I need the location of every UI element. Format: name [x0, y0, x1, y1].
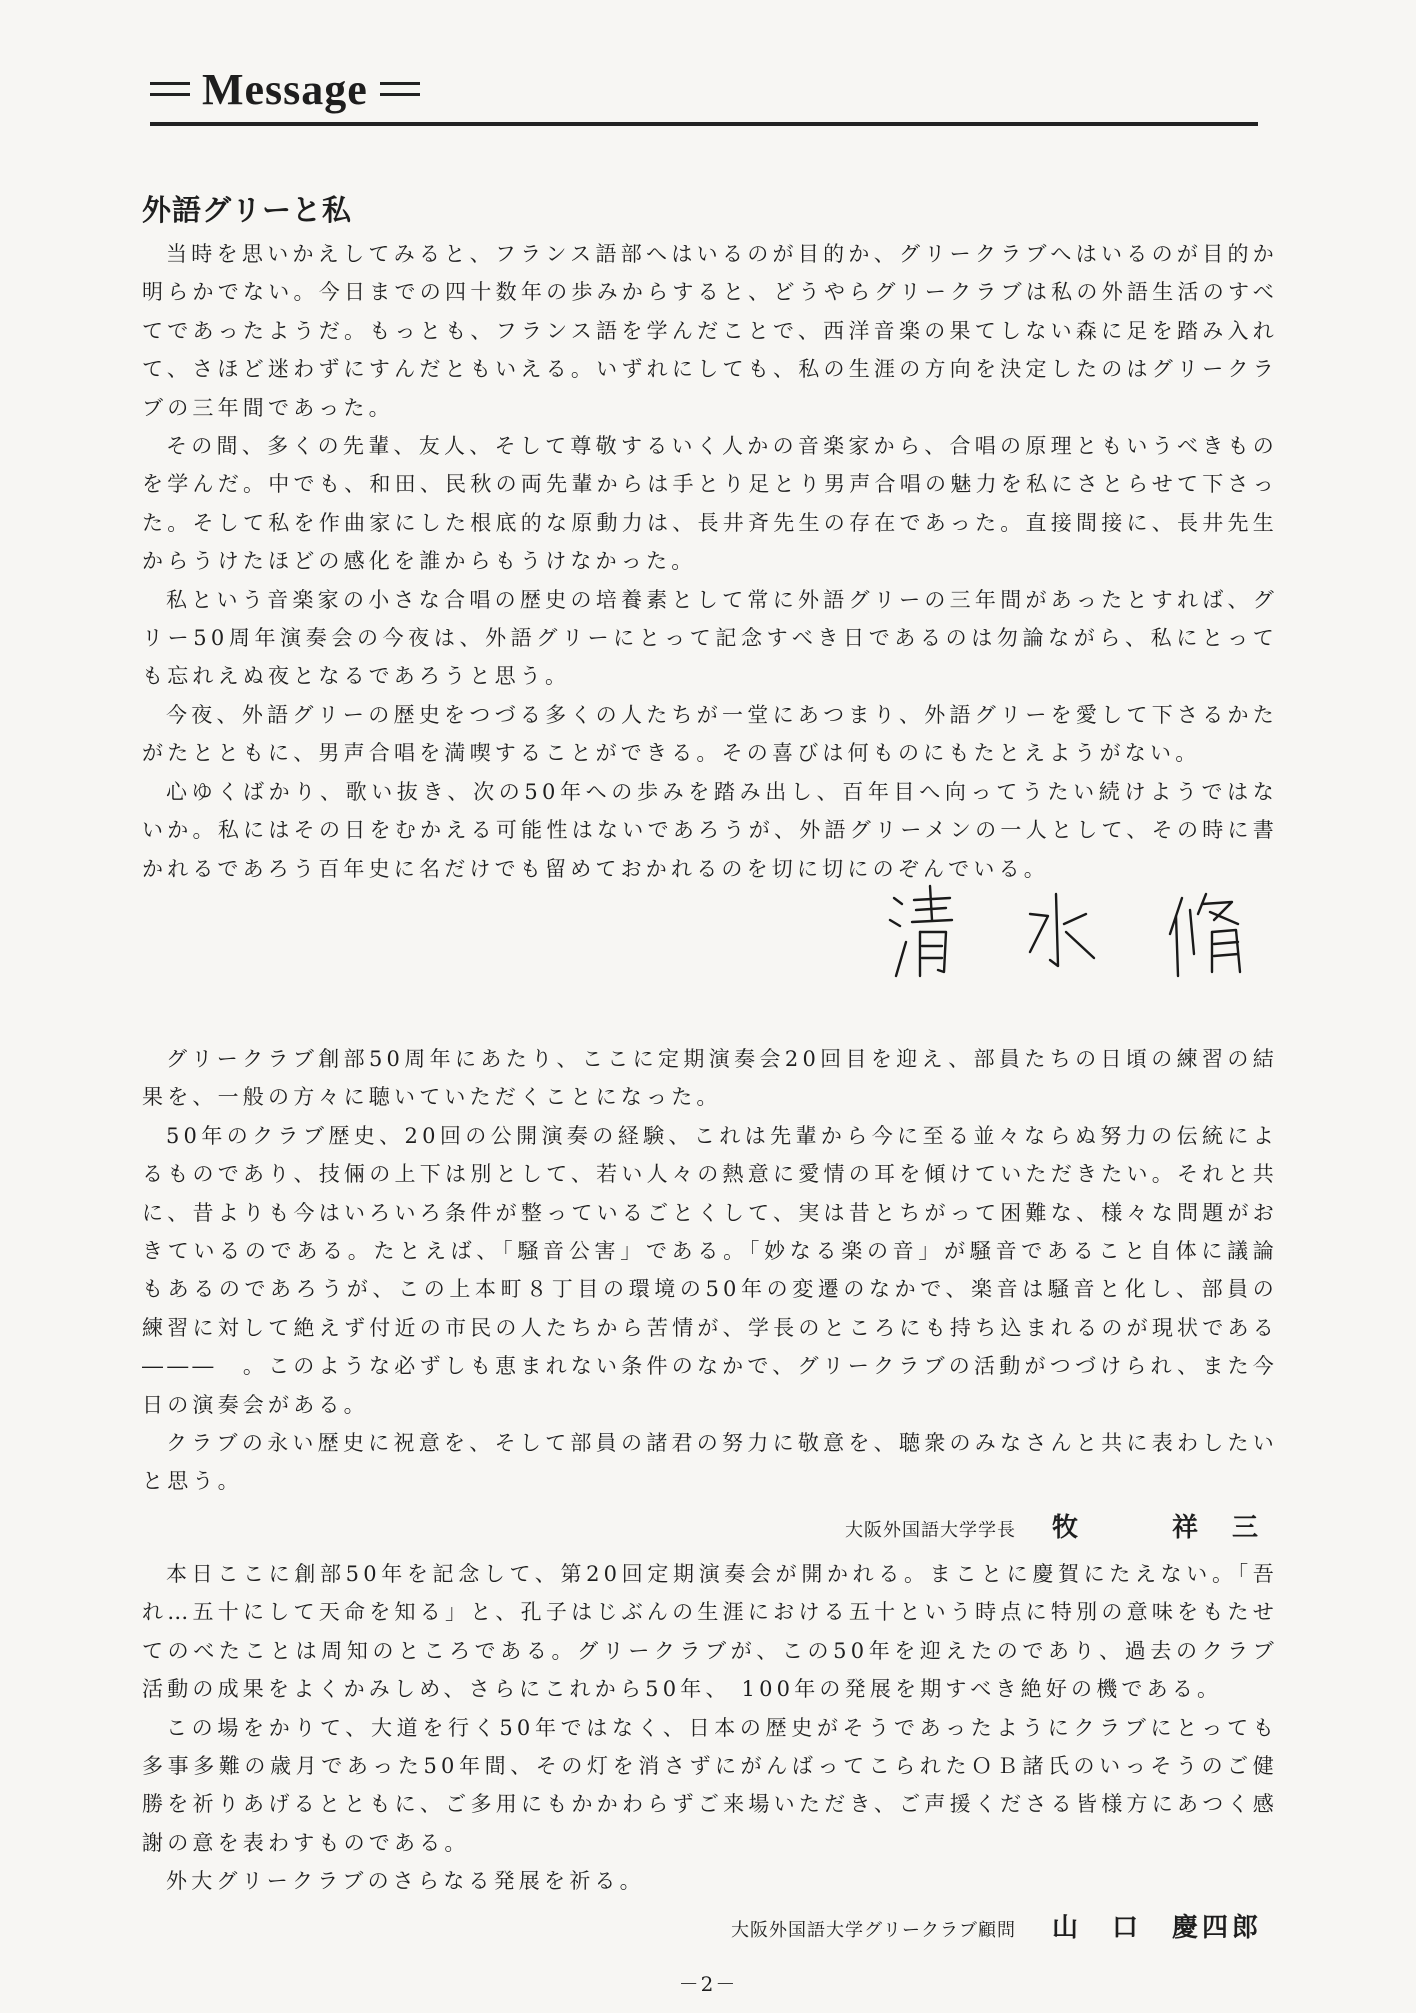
- message-3-paragraph: 本日ここに創部50年を記念して、第20回定期演奏会が開かれる。まことに慶賀にたえない。「吾れ…五十にして天命を知る」と、孔子はじぶんの生涯における五十という時点に特別の意味をもたせてのべたことは周知のところである。グリークラブが、この50年を迎えたのであり、過去のクラブ活動の成果をよくかみしめ、さらにこれから50年、 100年の発展を期すべき絶好の機である。: [142, 1562, 1278, 1702]
- page-title: Message: [202, 64, 368, 114]
- message-2-paragraph: グリークラブ創部50周年にあたり、ここに定期演奏会20回目を迎え、部員たちの日頃の練習の結果を、一般の方々に聴いていただくことになった。: [142, 1047, 1278, 1110]
- header-title-row: [150, 58, 1258, 120]
- author-title: 大阪外国語大学学長: [844, 1519, 1016, 1541]
- message-1: [142, 188, 1278, 888]
- message-2-paragraph: クラブの永い歴史に祝意を、そして部員の諸君の努力に敬意を、聴衆のみなさんと共に表わしたいと思う。: [142, 1431, 1278, 1494]
- page-number: －2－: [678, 1972, 738, 1996]
- header-rule: [150, 122, 1258, 126]
- author-title: 大阪外国語大学グリークラブ顧問: [730, 1919, 1016, 1941]
- double-dash-left: [150, 82, 190, 96]
- author-name: 山 口 慶四郎: [1051, 1912, 1262, 1943]
- message-1-heading: 外語グリーと私: [142, 193, 353, 227]
- message-3-author: [142, 1907, 1278, 1944]
- message-1-paragraph: 当時を思いかえしてみると、フランス語部へはいるのが目的か、グリークラブへはいるのが目的か明らかでない。今日までの四十数年の歩みからすると、どうやらグリークラブは私の外語生活のすべてであったようだ。もっとも、フランス語を学んだことで、西洋音楽の果てしない森に足を踏み入れて、さほど迷わずにすんだともいえる。いずれにしても、私の生涯の方向を決定したのはグリークラブの三年間であった。: [142, 242, 1278, 420]
- handwritten-signature: [880, 880, 1280, 1000]
- message-3-paragraph: 外大グリークラブのさらなる発展を祈る。: [166, 1869, 645, 1894]
- message-1-paragraph: 心ゆくばかり、歌い抜き、次の50年への歩みを踏み出し、百年目へ向ってうたい続けようではないか。私にはその日をむかえる可能性はないであろうが、外語グリーメンの一人として、その時に書かれるであろう百年史に名だけでも留めておかれるのを切に切にのぞんでいる。: [142, 779, 1278, 881]
- page-header: [150, 58, 1258, 120]
- message-3-paragraph: この場をかりて、大道を行く50年ではなく、日本の歴史がそうであったようにクラブにとっても多事多難の歳月であった50年間、その灯を消さずにがんばってこられたＯＢ諸氏のいっそうのご健勝を祈りあげるとともに、ご多用にもかかわらずご来場いただき、ご声援くださる皆様方にあつく感謝の意を表わすものである。: [142, 1715, 1278, 1855]
- message-2-author: [142, 1507, 1278, 1544]
- double-dash-right: [380, 82, 420, 96]
- message-2: [142, 1040, 1278, 1544]
- message-1-paragraph: 私という音楽家の小さな合唱の歴史の培養素として常に外語グリーの三年間があったとすれば、グリー50周年演奏会の今夜は、外語グリーにとって記念すべき日であるのは勿論ながら、私にとっても忘れえぬ夜となるであろうと思う。: [142, 587, 1278, 689]
- message-3: [142, 1555, 1278, 1944]
- author-name: 牧 祥 三: [1051, 1512, 1262, 1543]
- message-1-paragraph: その間、多くの先輩、友人、そして尊敬するいく人かの音楽家から、合唱の原理ともいうべきものを学んだ。中でも、和田、民秋の両先輩からは手とり足とり男声合唱の魅力を私にさとらせて下さった。そして私を作曲家にした根底的な原動力は、長井斉先生の存在であった。直接間接に、長井先生からうけたほどの感化を誰からもうけなかった。: [142, 434, 1278, 574]
- message-2-paragraph: 50年のクラブ歴史、20回の公開演奏の経験、これは先輩から今に至る並々ならぬ努力の伝統によるものであり、技倆の上下は別として、若い人々の熱意に愛情の耳を傾けていただきたい。それと共に、昔よりも今はいろいろ条件が整っているごとくして、実は昔とちがって困難な、様々な問題がおきているのである。たとえば、「騒音公害」である。「妙なる楽の音」が騒音であること自体に議論もあるのであろうが、この上本町８丁目の環境の50年の変遷のなかで、楽音は騒音と化し、部員の練習に対して絶えず付近の市民の人たちから苦情が、学長のところにも持ち込まれるのが現状である――― 。このような必ずしも恵まれない条件のなかで、グリークラブの活動がつづけられ、また今日の演奏会がある。: [142, 1123, 1278, 1417]
- message-1-paragraph: 今夜、外語グリーの歴史をつづる多くの人たちが一堂にあつまり、外語グリーを愛して下さるかたがたとともに、男声合唱を満喫することができる。その喜びは何ものにもたとえようがない。: [142, 702, 1278, 766]
